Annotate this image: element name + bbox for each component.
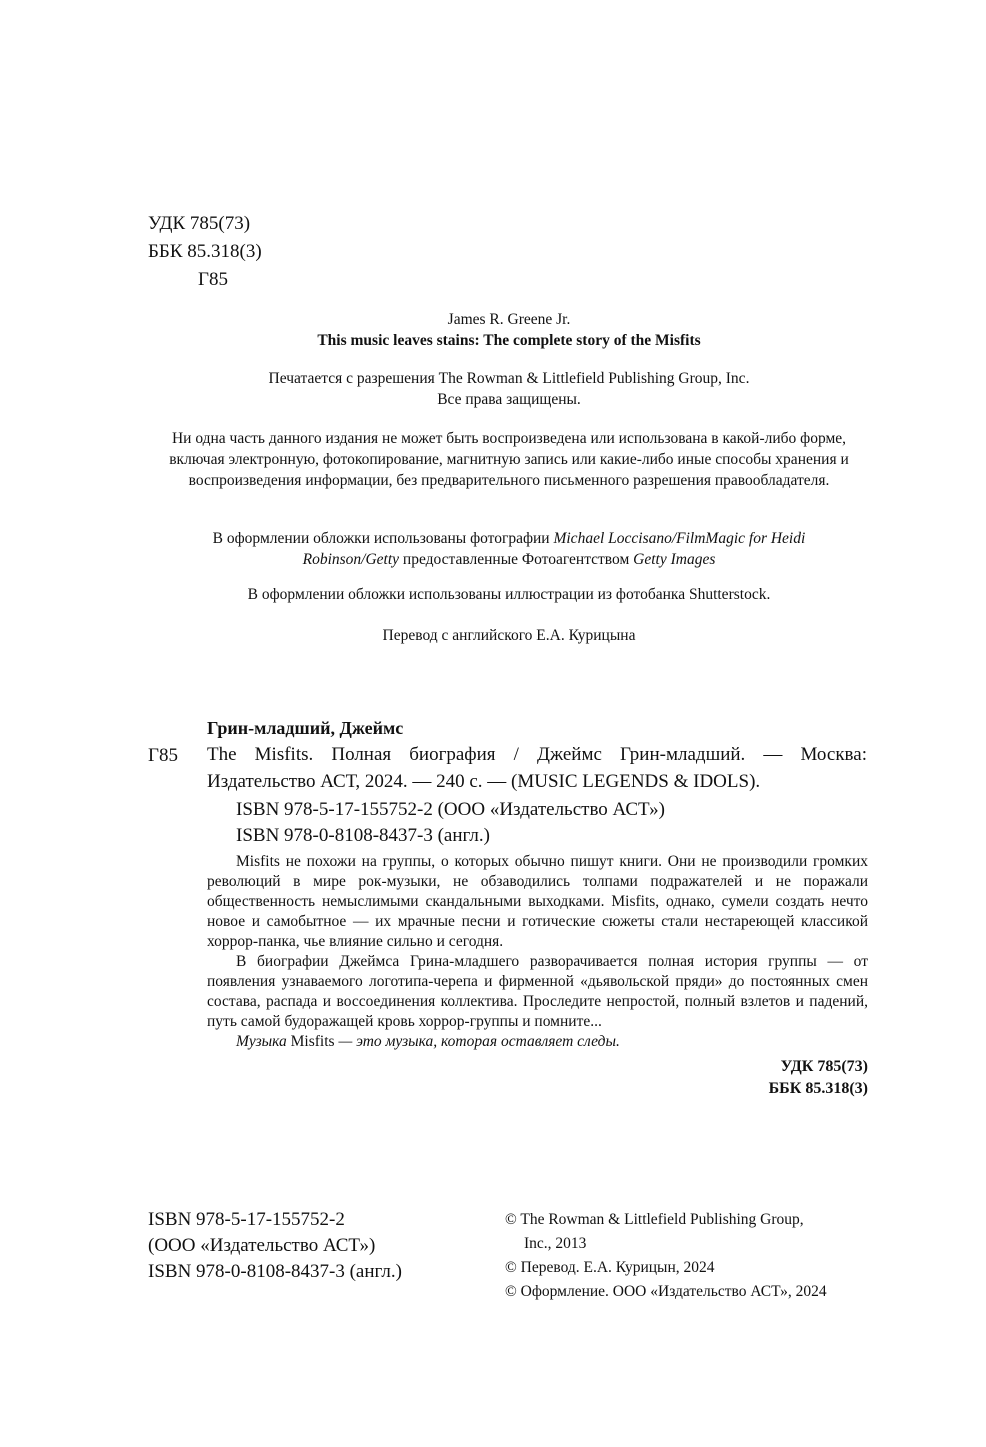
bottom-isbn-block [148, 1207, 402, 1285]
cover-photo-credit [170, 528, 848, 570]
translation-credit [150, 625, 868, 646]
cover-photo-agency: Getty Images [633, 551, 716, 568]
annotation-italic-2: — это музыка, которая оставляет следы. [338, 1033, 620, 1050]
permission-line-1: Печатается с разрешения The Rowman & Littlefield Publishing Group, Inc. [268, 370, 750, 387]
bbk-right: ББК 85.318(3) [768, 1080, 868, 1097]
cover-photo-middle: предоставленные Фотоагентством [402, 551, 630, 568]
annotation-band-name: Misfits [290, 1033, 335, 1050]
catalog-entry-code: Г85 [148, 745, 178, 766]
copyright-original-cont: Inc., 2013 [524, 1235, 587, 1252]
original-author: James R. Greene Jr. [447, 311, 571, 328]
original-title: This music leaves stains: The complete story of the Misfits [317, 332, 701, 349]
bottom-isbn-publisher: (ООО «Издательство АСТ») [148, 1235, 376, 1256]
catalog-entry-author: Грин-младший, Джеймс [207, 718, 404, 738]
isbn-english: ISBN 978-0-8108-8437-3 (англ.) [236, 825, 490, 846]
udk-code: УДК 785(73) [148, 213, 251, 234]
author-sign: Г85 [198, 269, 228, 290]
permission-block [150, 368, 868, 410]
cover-photo-prefix: В оформлении обложки использованы фотографии [212, 530, 550, 547]
rights-notice-text: Ни одна часть данного издания не может быть воспроизведена или использована в какой-либо форме, включая электронную, фотокопирование, магнитную запись или какие-либо иные способы хранения и воспроизведения информации, без предварительного письменного разрешения правообладателя. [169, 430, 849, 489]
original-title-block [150, 309, 868, 351]
bbk-code: ББК 85.318(3) [148, 241, 262, 262]
bottom-isbn-2: ISBN 978-0-8108-8437-3 (англ.) [148, 1261, 402, 1282]
copyright-translation: © Перевод. Е.А. Курицын, 2024 [505, 1259, 715, 1276]
rights-notice [150, 428, 868, 491]
udk-right-block [650, 1056, 868, 1100]
classification-codes [148, 210, 262, 294]
annotation-paragraph-1: Misfits не похожи на группы, о которых обычно пишут книги. Они не производили громких революций в мире рок-музыки, не обзаводились толпами подражателей и не поражали общественность немыслимыми скандальными выходками. Misfits, однако, сумели создать нечто новое и самобытное — их мрачные песни и готические сюжеты стали нестареющей классикой хоррор-панка, чье влияние сильно и сегодня. [207, 853, 868, 950]
annotation [207, 852, 868, 1052]
copyright-block [505, 1208, 827, 1304]
cover-illustrations [150, 584, 868, 605]
udk-right: УДК 785(73) [780, 1058, 868, 1075]
annotation-italic-1: Музыка [236, 1033, 287, 1050]
bottom-isbn-1: ISBN 978-5-17-155752-2 [148, 1209, 345, 1230]
isbn-ast: ISBN 978-5-17-155752-2 (ООО «Издательство АСТ») [236, 799, 665, 820]
catalog-entry-isbn [236, 797, 665, 849]
annotation-paragraph-3 [207, 1032, 868, 1052]
annotation-paragraph-2: В биографии Джеймса Грина-младшего разворачивается полная история группы — от появления узнаваемого логотипа-черепа и фирменной «дьявольской пряди» до постоянных смен состава, распада и воссоединения коллектива. Проследите непростой, полный взлетов и падений, путь самой будоражащей кровь хоррор-группы и помните... [207, 953, 868, 1030]
permission-line-2: Все права защищены. [437, 391, 581, 408]
translation-text: Перевод с английского Е.А. Курицына [382, 627, 636, 644]
cover-photo-credit-name: Michael Loccisano/FilmMagic for Heidi Robinson/Getty [302, 530, 806, 568]
catalog-entry-main: The Misfits. Полная биография / Джеймс Грин-младший. — Москва: Издательство АСТ, 2024. — 240 с. — (MUSIC LEGENDS & IDOLS). [207, 744, 867, 792]
cover-illustrations-text: В оформлении обложки использованы иллюстрации из фотобанка Shutterstock. [247, 586, 771, 603]
copyright-original: © The Rowman & Littlefield Publishing Group, [505, 1211, 804, 1228]
copyright-design: © Оформление. ООО «Издательство АСТ», 2024 [505, 1283, 827, 1300]
